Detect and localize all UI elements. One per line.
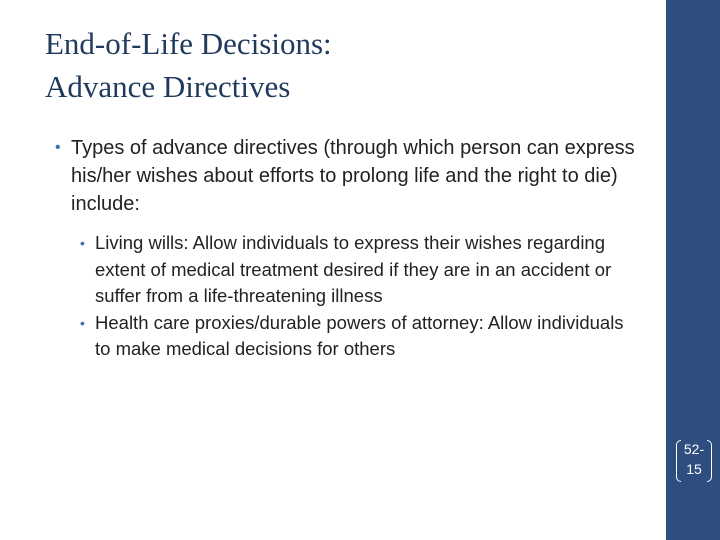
page-number: [682, 439, 706, 479]
title-line-1: End-of-Life Decisions:: [45, 26, 332, 61]
title-line-2: Advance Directives: [45, 69, 291, 104]
sub-bullet-list: [55, 230, 655, 363]
page-number-badge: [674, 434, 714, 484]
main-bullet: [55, 134, 651, 218]
sub-bullet-health-care-proxies: [80, 310, 640, 363]
bullet-list: [55, 134, 655, 363]
sub-bullet-living-wills: [80, 230, 640, 310]
sub-bullet-text: Living wills: Allow individuals to express their wishes regarding extent of medical treatment desired if they are in an accident or suffer from a life-threatening illness: [95, 232, 612, 306]
sub-bullet-text: Health care proxies/durable powers of attorney: Allow individuals to make medical decisions for others: [95, 311, 624, 359]
page-number-bottom: 15: [686, 461, 702, 477]
left-brace-icon: [676, 440, 681, 482]
bullet-icon: •: [55, 139, 61, 156]
page-number-top: 52-: [683, 441, 705, 457]
main-bullet-text: Types of advance directives (through which person can express his/her wishes about efforts to prolong life and the right to die) include:: [71, 137, 635, 215]
bullet-icon: •: [80, 235, 85, 251]
slide-title: [45, 22, 645, 108]
right-brace-icon: [707, 440, 712, 482]
bullet-icon: •: [80, 314, 85, 331]
